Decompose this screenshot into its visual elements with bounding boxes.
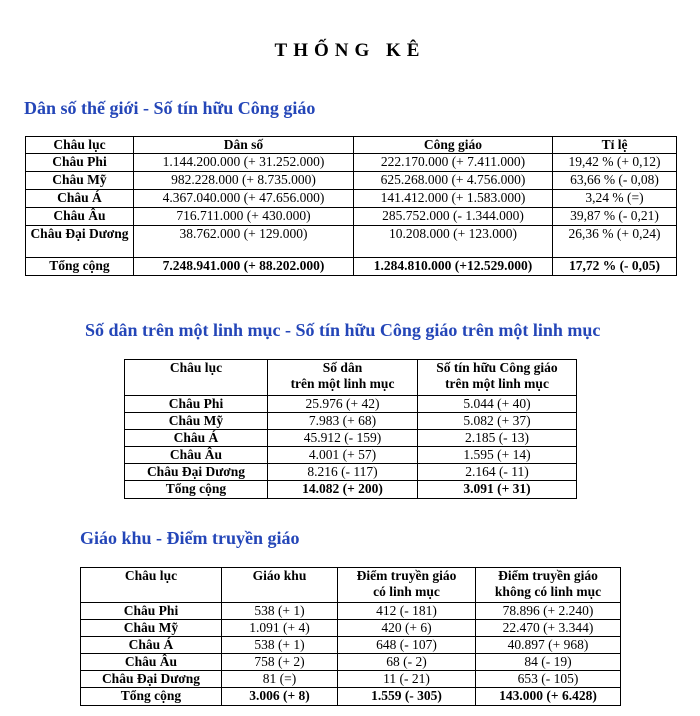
- table-row: [81, 654, 621, 671]
- continent-cell: Tổng cộng: [26, 258, 134, 276]
- value-cell: 39,87 % (- 0,21): [553, 208, 677, 226]
- table-row: [81, 603, 621, 620]
- column-header: Châu lục: [81, 568, 222, 603]
- column-header: Điểm truyền giáo có linh mục: [338, 568, 476, 603]
- value-cell: 25.976 (+ 42): [268, 396, 418, 413]
- total-row: [26, 258, 677, 276]
- section2-heading: Số dân trên một linh mục - Số tín hữu Công giáo trên một linh mục: [85, 320, 601, 340]
- value-cell: 3.091 (+ 31): [418, 481, 577, 499]
- continent-cell: Châu Âu: [81, 654, 222, 671]
- continent-cell: Châu Á: [125, 430, 268, 447]
- value-cell: 653 (- 105): [476, 671, 621, 688]
- continent-cell: Tổng cộng: [81, 688, 222, 706]
- table-row: [26, 226, 677, 258]
- total-row: [125, 481, 577, 499]
- continent-cell: Châu Đại Dương: [81, 671, 222, 688]
- value-cell: 81 (=): [222, 671, 338, 688]
- column-header: Tỉ lệ: [553, 137, 677, 154]
- continent-cell: Châu Mỹ: [81, 620, 222, 637]
- column-header: Châu lục: [26, 137, 134, 154]
- value-cell: 716.711.000 (+ 430.000): [134, 208, 354, 226]
- value-cell: 45.912 (- 159): [268, 430, 418, 447]
- value-cell: 3.006 (+ 8): [222, 688, 338, 706]
- column-header: Công giáo: [354, 137, 553, 154]
- continent-cell: Châu Mỹ: [26, 172, 134, 190]
- table-row: [26, 154, 677, 172]
- people-per-priest-table: [124, 359, 577, 499]
- continent-cell: Châu Âu: [26, 208, 134, 226]
- table-header-row: [26, 137, 677, 154]
- page-title: THỐNG KÊ: [274, 40, 426, 61]
- value-cell: 625.268.000 (+ 4.756.000): [354, 172, 553, 190]
- value-cell: 19,42 % (+ 0,12): [553, 154, 677, 172]
- table-row: [26, 172, 677, 190]
- total-row: [81, 688, 621, 706]
- dioceses-missions-table: [80, 567, 621, 706]
- section1-heading: Dân số thế giới - Số tín hữu Công giáo: [24, 98, 316, 118]
- value-cell: 84 (- 19): [476, 654, 621, 671]
- population-catholics-table: [25, 136, 677, 276]
- value-cell: 3,24 % (=): [553, 190, 677, 208]
- value-cell: 1.144.200.000 (+ 31.252.000): [134, 154, 354, 172]
- continent-cell: Châu Phi: [125, 396, 268, 413]
- value-cell: 11 (- 21): [338, 671, 476, 688]
- table-row: [125, 447, 577, 464]
- value-cell: 22.470 (+ 3.344): [476, 620, 621, 637]
- value-cell: 143.000 (+ 6.428): [476, 688, 621, 706]
- value-cell: 7.983 (+ 68): [268, 413, 418, 430]
- value-cell: 1.091 (+ 4): [222, 620, 338, 637]
- value-cell: 68 (- 2): [338, 654, 476, 671]
- value-cell: 982.228.000 (+ 8.735.000): [134, 172, 354, 190]
- table-row: [125, 464, 577, 481]
- value-cell: 4.367.040.000 (+ 47.656.000): [134, 190, 354, 208]
- continent-cell: Châu Âu: [125, 447, 268, 464]
- column-header: Số tín hữu Công giáo trên một linh mục: [418, 360, 577, 396]
- value-cell: 141.412.000 (+ 1.583.000): [354, 190, 553, 208]
- value-cell: 78.896 (+ 2.240): [476, 603, 621, 620]
- value-cell: 412 (- 181): [338, 603, 476, 620]
- table-header-row: [81, 568, 621, 603]
- value-cell: 648 (- 107): [338, 637, 476, 654]
- value-cell: 5.082 (+ 37): [418, 413, 577, 430]
- value-cell: 222.170.000 (+ 7.411.000): [354, 154, 553, 172]
- value-cell: 1.284.810.000 (+12.529.000): [354, 258, 553, 276]
- continent-cell: Châu Á: [81, 637, 222, 654]
- table-row: [81, 671, 621, 688]
- value-cell: 7.248.941.000 (+ 88.202.000): [134, 258, 354, 276]
- value-cell: 63,66 % (- 0,08): [553, 172, 677, 190]
- table-header-row: [125, 360, 577, 396]
- value-cell: 26,36 % (+ 0,24): [553, 226, 677, 258]
- table-row: [125, 430, 577, 447]
- value-cell: 538 (+ 1): [222, 637, 338, 654]
- value-cell: 285.752.000 (- 1.344.000): [354, 208, 553, 226]
- continent-cell: Châu Mỹ: [125, 413, 268, 430]
- continent-cell: Châu Đại Dương: [26, 226, 134, 258]
- value-cell: 8.216 (- 117): [268, 464, 418, 481]
- table-row: [26, 208, 677, 226]
- value-cell: 17,72 % (- 0,05): [553, 258, 677, 276]
- column-header: Châu lục: [125, 360, 268, 396]
- value-cell: 5.044 (+ 40): [418, 396, 577, 413]
- value-cell: 758 (+ 2): [222, 654, 338, 671]
- table-row: [26, 190, 677, 208]
- value-cell: 10.208.000 (+ 123.000): [354, 226, 553, 258]
- table-row: [81, 637, 621, 654]
- continent-cell: Châu Phi: [81, 603, 222, 620]
- table-row: [81, 620, 621, 637]
- section3-heading: Giáo khu - Điểm truyền giáo: [80, 528, 300, 548]
- value-cell: 1.559 (- 305): [338, 688, 476, 706]
- value-cell: 2.185 (- 13): [418, 430, 577, 447]
- value-cell: 1.595 (+ 14): [418, 447, 577, 464]
- continent-cell: Tổng cộng: [125, 481, 268, 499]
- value-cell: 14.082 (+ 200): [268, 481, 418, 499]
- table-row: [125, 413, 577, 430]
- continent-cell: Châu Phi: [26, 154, 134, 172]
- table-row: [125, 396, 577, 413]
- value-cell: 4.001 (+ 57): [268, 447, 418, 464]
- column-header: Dân số: [134, 137, 354, 154]
- value-cell: 38.762.000 (+ 129.000): [134, 226, 354, 258]
- value-cell: 538 (+ 1): [222, 603, 338, 620]
- value-cell: 40.897 (+ 968): [476, 637, 621, 654]
- value-cell: 420 (+ 6): [338, 620, 476, 637]
- continent-cell: Châu Á: [26, 190, 134, 208]
- column-header: Giáo khu: [222, 568, 338, 603]
- value-cell: 2.164 (- 11): [418, 464, 577, 481]
- continent-cell: Châu Đại Dương: [125, 464, 268, 481]
- column-header: Số dân trên một linh mục: [268, 360, 418, 396]
- column-header: Điểm truyền giáo không có linh mục: [476, 568, 621, 603]
